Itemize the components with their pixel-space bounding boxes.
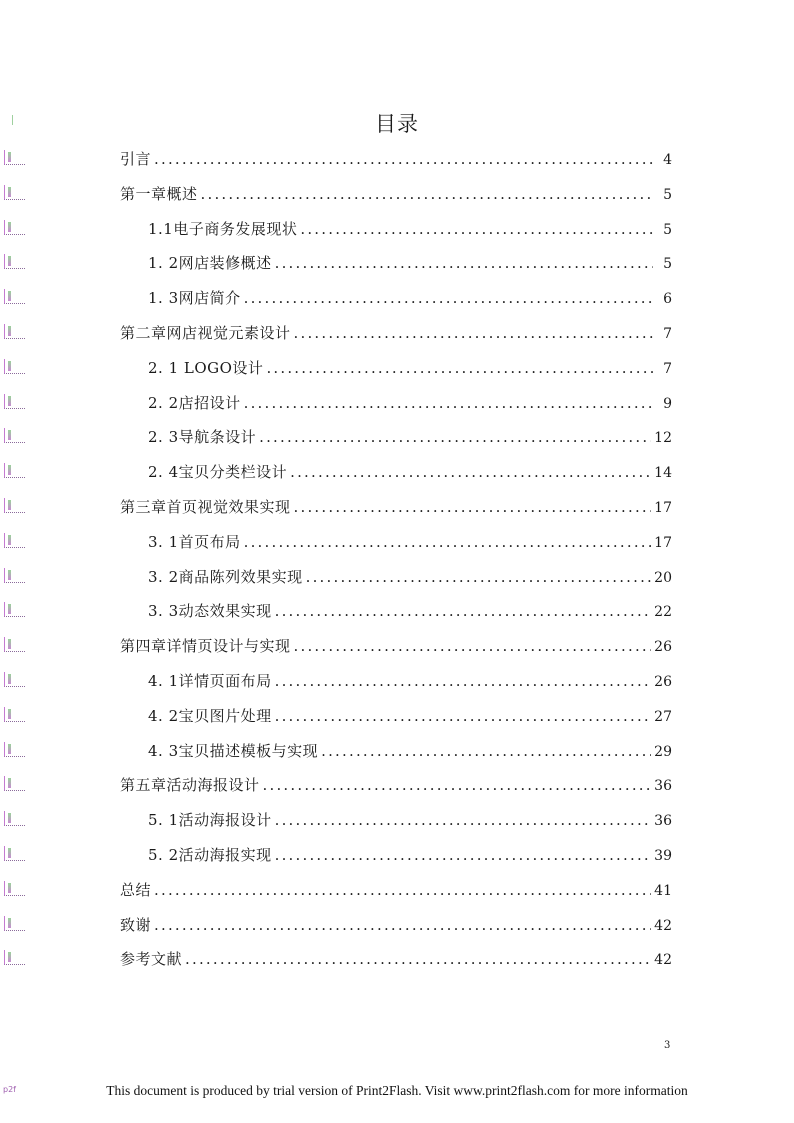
toc-entry[interactable] <box>120 148 672 172</box>
toc-leader-dots <box>154 916 651 934</box>
toc-entry[interactable] <box>148 670 672 694</box>
toc-entry-page: 7 <box>663 360 672 377</box>
margin-marker <box>4 428 25 443</box>
toc-entry-label: 1. 2网店装修概述 <box>148 254 272 273</box>
toc-entry-label: 4. 2宝贝图片处理 <box>148 706 272 725</box>
toc-entry-label: 引言 <box>120 150 152 168</box>
margin-marker <box>4 289 25 304</box>
margin-marker <box>4 185 25 200</box>
margin-marker <box>4 881 25 896</box>
toc-entry-page: 20 <box>654 569 672 586</box>
toc-leader-dots <box>154 150 653 168</box>
margin-marker <box>4 672 25 687</box>
toc-entry-label: 2. 1 LOGO设计 <box>148 358 264 377</box>
margin-marker <box>4 602 25 617</box>
print2flash-logo-icon: p2f <box>3 1085 16 1094</box>
toc-entry-page: 41 <box>654 882 672 899</box>
toc-entry[interactable] <box>148 461 672 485</box>
toc-entry[interactable] <box>120 948 672 972</box>
toc-entry[interactable] <box>120 635 672 659</box>
toc-leader-dots <box>306 568 652 586</box>
toc-entry-page: 26 <box>654 639 672 656</box>
toc-entry-page: 27 <box>654 708 672 725</box>
toc-entry-label: 4. 3宝贝描述模板与实现 <box>148 741 319 760</box>
toc-entry-page: 26 <box>654 674 672 690</box>
toc-entry[interactable] <box>120 914 672 938</box>
toc-entry-label: 1.1电子商务发展现状 <box>148 219 298 238</box>
margin-marker <box>4 568 25 583</box>
toc-entry[interactable] <box>148 357 672 381</box>
toc-entry-label: 第一章概述 <box>120 184 198 203</box>
toc-entry-label: 1. 3网店简介 <box>148 289 241 308</box>
toc-entry-label: 3. 2商品陈列效果实现 <box>148 567 303 586</box>
toc-leader-dots <box>266 359 653 377</box>
toc-entry-page: 22 <box>654 604 672 621</box>
margin-marker <box>4 463 25 478</box>
toc-leader-dots <box>275 811 652 829</box>
toc-entry-label: 2. 4宝贝分类栏设计 <box>148 463 288 482</box>
toc-leader-dots <box>201 185 653 203</box>
toc-entry-page: 36 <box>654 813 672 830</box>
toc-leader-dots <box>294 324 653 342</box>
toc-leader-dots <box>275 707 652 725</box>
toc-entry-page: 29 <box>654 743 672 760</box>
margin-marker <box>4 846 25 861</box>
toc-leader-dots <box>294 637 652 655</box>
toc-entry-label: 致谢 <box>120 915 152 934</box>
toc-leader-dots <box>244 289 653 307</box>
toc-entry-label: 2. 2店招设计 <box>148 393 241 412</box>
toc-entry-page: 14 <box>654 465 672 482</box>
toc-entry[interactable] <box>148 426 672 450</box>
toc-entry-label: 5. 2活动海报实现 <box>148 846 272 864</box>
toc-leader-dots <box>290 463 651 481</box>
toc-entry-page: 39 <box>654 848 672 864</box>
toc-entry[interactable] <box>148 252 672 276</box>
toc-entry[interactable] <box>120 496 672 520</box>
margin-marker <box>4 324 25 339</box>
margin-marker <box>12 115 13 125</box>
toc-entry-label: 第五章活动海报设计 <box>120 776 260 795</box>
toc-entry-page: 6 <box>663 291 672 308</box>
toc-entry-label: 总结 <box>120 880 152 899</box>
toc-leader-dots <box>300 220 653 238</box>
toc-entry[interactable] <box>148 287 672 311</box>
margin-marker <box>4 254 25 269</box>
margin-marker <box>4 359 25 374</box>
toc-entry[interactable] <box>120 879 672 903</box>
toc-entry[interactable] <box>148 218 672 242</box>
toc-leader-dots <box>244 533 652 551</box>
toc-entry-label: 参考文献 <box>120 950 183 969</box>
toc-leader-dots <box>185 950 651 968</box>
toc-entry[interactable] <box>120 322 672 346</box>
page-title: 目录 <box>375 112 419 136</box>
margin-marker <box>4 150 25 165</box>
margin-marker <box>4 220 25 235</box>
toc-leader-dots <box>275 602 652 620</box>
margin-marker <box>4 637 25 652</box>
margin-marker <box>4 916 25 931</box>
toc-leader-dots <box>244 394 653 412</box>
toc-entry-page: 4 <box>663 152 672 168</box>
toc-entry-page: 42 <box>654 917 672 934</box>
toc-entry-page: 9 <box>663 395 672 412</box>
margin-marker <box>4 742 25 757</box>
toc-entry[interactable] <box>148 566 672 590</box>
toc-entry[interactable] <box>148 531 672 555</box>
toc-entry-label: 第四章详情页设计与实现 <box>120 637 291 656</box>
toc-entry-page: 5 <box>663 186 672 203</box>
toc-entry-page: 17 <box>654 500 672 516</box>
toc-leader-dots <box>275 254 653 272</box>
margin-marker <box>4 811 25 826</box>
margin-marker <box>4 776 25 791</box>
margin-marker <box>4 533 25 548</box>
toc-entry-label: 3. 1首页布局 <box>148 532 241 551</box>
margin-marker <box>4 707 25 722</box>
toc-entry[interactable] <box>148 809 672 833</box>
toc-entry[interactable] <box>148 740 672 764</box>
toc-entry-page: 5 <box>663 221 672 238</box>
toc-entry-label: 第三章首页视觉效果实现 <box>120 498 291 516</box>
toc-entry[interactable] <box>148 392 672 416</box>
page-number: 3 <box>664 1040 671 1051</box>
toc-entry[interactable] <box>148 600 672 624</box>
toc-leader-dots <box>294 498 652 516</box>
toc-leader-dots <box>259 428 651 446</box>
margin-marker <box>4 950 25 965</box>
toc-entry-page: 12 <box>654 430 672 447</box>
toc-entry[interactable] <box>148 705 672 729</box>
toc-entry[interactable] <box>120 774 672 798</box>
toc-entry-label: 4. 1详情页面布局 <box>148 672 272 690</box>
trial-footer-notice: This document is produced by trial version of Print2Flash. Visit www.print2flash.com for more information <box>106 1083 688 1098</box>
toc-leader-dots <box>275 846 652 864</box>
toc-entry-label: 2. 3导航条设计 <box>148 428 257 447</box>
toc-entry[interactable] <box>120 183 672 207</box>
toc-entry-page: 42 <box>654 952 672 969</box>
toc-leader-dots <box>275 672 652 690</box>
toc-entry-page: 7 <box>663 326 672 342</box>
toc-entry-label: 第二章网店视觉元素设计 <box>120 324 291 342</box>
toc-entry-label: 5. 1活动海报设计 <box>148 811 272 830</box>
toc-leader-dots <box>321 742 651 760</box>
toc-entry-page: 17 <box>654 534 672 551</box>
toc-entry-page: 36 <box>654 778 672 795</box>
toc-entry[interactable] <box>148 844 672 868</box>
toc-leader-dots <box>154 881 651 899</box>
toc-entry-page: 5 <box>663 256 672 273</box>
margin-marker <box>4 498 25 513</box>
margin-marker <box>4 394 25 409</box>
toc-entry-label: 3. 3动态效果实现 <box>148 602 272 621</box>
toc-leader-dots <box>263 776 652 794</box>
